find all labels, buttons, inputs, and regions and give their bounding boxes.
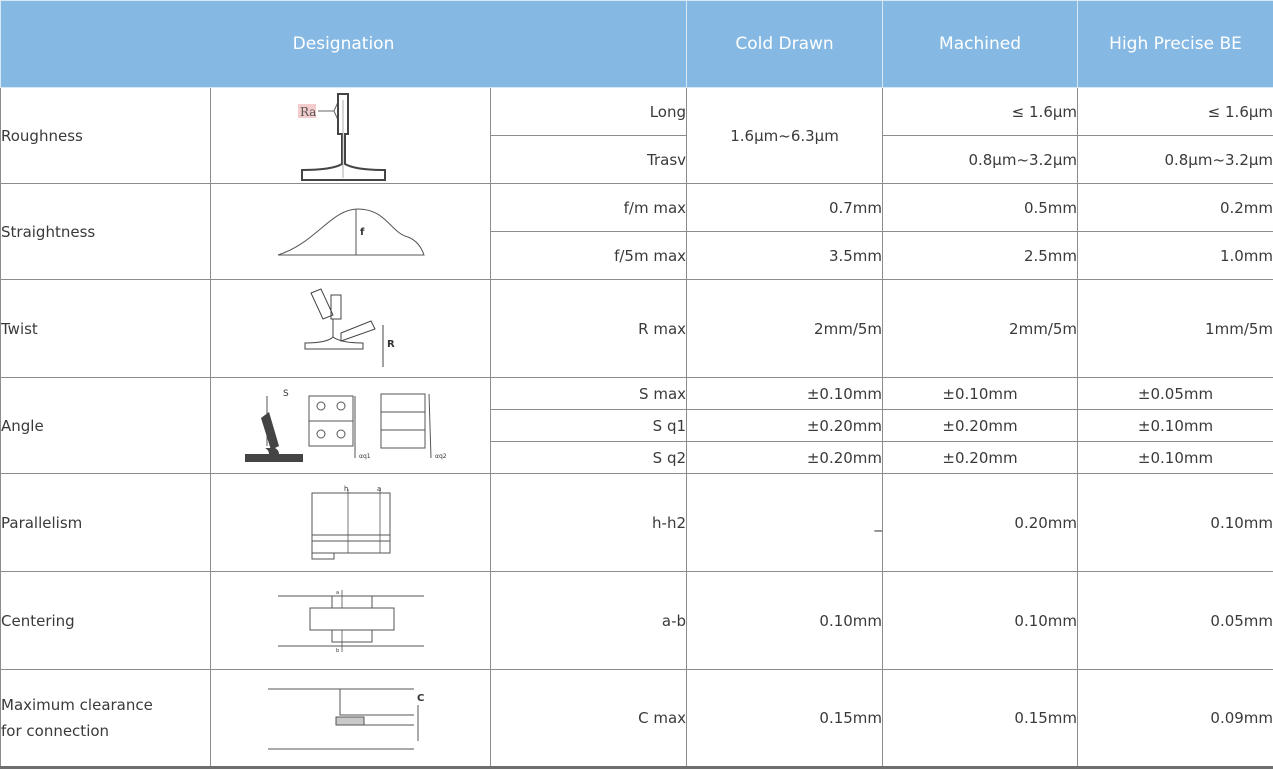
roughness-machined-trasv: 0.8µm~3.2µm <box>883 136 1078 184</box>
parallelism-cold-drawn: _ <box>687 474 883 572</box>
row-label-angle: Angle <box>1 378 211 474</box>
parallelism-figure <box>211 474 491 572</box>
straightness-cold-drawn-fm: 0.7mm <box>687 184 883 232</box>
clearance-cold-drawn: 0.15mm <box>687 670 883 768</box>
clearance-high-precise: 0.09mm <box>1078 670 1273 768</box>
straightness-figure-label: f <box>359 226 364 238</box>
angle-machined-sq1: ±0.20mm <box>883 410 1078 442</box>
centering-figure <box>211 572 491 670</box>
sub-clearance: C max <box>491 670 687 768</box>
angle-figure-label-s: S <box>283 388 289 399</box>
row-label-clearance <box>1 670 211 768</box>
roughness-figure-label: Ra <box>299 104 316 119</box>
angle-machined-smax: ±0.10mm <box>883 378 1078 410</box>
angle-high-precise-sq1: ±0.10mm <box>1078 410 1273 442</box>
clearance-figure <box>211 670 491 768</box>
twist-machined: 2mm/5m <box>883 280 1078 378</box>
clearance-machined: 0.15mm <box>883 670 1078 768</box>
sub-parallelism: h-h2 <box>491 474 687 572</box>
roughness-cold-drawn: 1.6µm~6.3µm <box>687 88 883 184</box>
straightness-cold-drawn-f5m: 3.5mm <box>687 232 883 280</box>
clearance-label-line1: Maximum clearance <box>1 696 153 714</box>
angle-high-precise-smax: ±0.05mm <box>1078 378 1273 410</box>
centering-figure-label-b: b <box>335 647 339 654</box>
clearance-label-line2: for connection <box>1 722 110 740</box>
centering-figure-label-a: a <box>335 589 339 596</box>
sub-centering: a-b <box>491 572 687 670</box>
centering-machined: 0.10mm <box>883 572 1078 670</box>
centering-high-precise: 0.05mm <box>1078 572 1273 670</box>
twist-high-precise: 1mm/5m <box>1078 280 1273 378</box>
angle-figure <box>211 378 491 474</box>
sub-twist: R max <box>491 280 687 378</box>
header-cold-drawn: Cold Drawn <box>687 1 883 88</box>
sub-angle-smax: S max <box>491 378 687 410</box>
parallelism-figure-label-a: a <box>376 484 381 493</box>
table-row <box>1 474 1273 572</box>
table-row <box>1 184 1273 232</box>
parallelism-high-precise: 0.10mm <box>1078 474 1273 572</box>
angle-cold-drawn-smax: ±0.10mm <box>687 378 883 410</box>
roughness-machined-long: ≤ 1.6µm <box>883 88 1078 136</box>
row-label-parallelism: Parallelism <box>1 474 211 572</box>
straightness-high-precise-f5m: 1.0mm <box>1078 232 1273 280</box>
header-designation: Designation <box>1 1 687 88</box>
table-row <box>1 378 1273 410</box>
straightness-figure <box>211 184 491 280</box>
angle-machined-sq2: ±0.20mm <box>883 442 1078 474</box>
row-label-straightness: Straightness <box>1 184 211 280</box>
angle-figure-label-q2: αq2 <box>435 452 447 460</box>
angle-figure-label-q1: αq1 <box>359 452 371 460</box>
sub-roughness-long: Long <box>491 88 687 136</box>
angle-cold-drawn-sq2: ±0.20mm <box>687 442 883 474</box>
sub-straightness-f5m: f/5m max <box>491 232 687 280</box>
twist-figure-label: R <box>386 338 395 350</box>
parallelism-figure-label-h: h <box>343 484 348 493</box>
header-machined: Machined <box>883 1 1078 88</box>
roughness-high-precise-trasv: 0.8µm~3.2µm <box>1078 136 1273 184</box>
straightness-machined-fm: 0.5mm <box>883 184 1078 232</box>
clearance-figure-label: C <box>416 693 424 704</box>
sub-roughness-trasv: Trasv <box>491 136 687 184</box>
table-row <box>1 670 1273 768</box>
sub-angle-sq1: S q1 <box>491 410 687 442</box>
angle-high-precise-sq2: ±0.10mm <box>1078 442 1273 474</box>
straightness-high-precise-fm: 0.2mm <box>1078 184 1273 232</box>
sub-angle-sq2: S q2 <box>491 442 687 474</box>
table-row <box>1 88 1273 136</box>
row-label-twist: Twist <box>1 280 211 378</box>
roughness-figure <box>211 88 491 184</box>
straightness-machined-f5m: 2.5mm <box>883 232 1078 280</box>
header-row <box>1 1 1273 88</box>
header-high-precise: High Precise BE <box>1078 1 1273 88</box>
row-label-centering: Centering <box>1 572 211 670</box>
centering-cold-drawn: 0.10mm <box>687 572 883 670</box>
roughness-high-precise-long: ≤ 1.6µm <box>1078 88 1273 136</box>
angle-cold-drawn-sq1: ±0.20mm <box>687 410 883 442</box>
twist-cold-drawn: 2mm/5m <box>687 280 883 378</box>
table-row <box>1 280 1273 378</box>
table-row <box>1 572 1273 670</box>
twist-figure <box>211 280 491 378</box>
sub-straightness-fm: f/m max <box>491 184 687 232</box>
row-label-roughness: Roughness <box>1 88 211 184</box>
parallelism-machined: 0.20mm <box>883 474 1078 572</box>
